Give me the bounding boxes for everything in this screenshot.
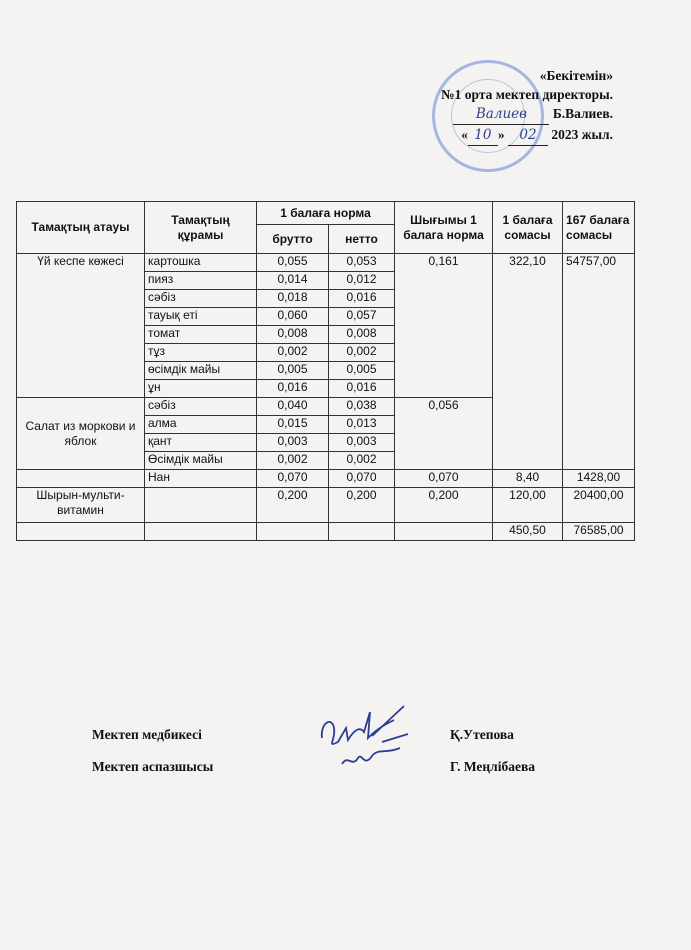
netto-value: 0,038 bbox=[329, 398, 395, 416]
bread-cost-167: 1428,00 bbox=[563, 470, 635, 488]
ingredient-name: тұз bbox=[145, 344, 257, 362]
netto-value: 0,008 bbox=[329, 326, 395, 344]
approval-date: « 10 » 02 2023 жыл. bbox=[441, 125, 613, 146]
netto-value: 0,013 bbox=[329, 416, 395, 434]
header-composition: Тамақтың құрамы bbox=[145, 202, 257, 254]
netto-value: 0,016 bbox=[329, 380, 395, 398]
header-dish-name: Тамақтың атауы bbox=[17, 202, 145, 254]
juice-cost-167: 20400,00 bbox=[563, 488, 635, 523]
bread-cost-one: 8,40 bbox=[493, 470, 563, 488]
ingredient-name: сәбіз bbox=[145, 290, 257, 308]
brutto-value: 0,002 bbox=[257, 344, 329, 362]
director-signature: Валиев bbox=[475, 106, 527, 122]
approval-block bbox=[441, 66, 613, 146]
brutto-value: 0,055 bbox=[257, 254, 329, 272]
brutto-value: 0,014 bbox=[257, 272, 329, 290]
header-output: Шығымы 1 балага норма bbox=[395, 202, 493, 254]
ingredient-name: пияз bbox=[145, 272, 257, 290]
netto-value: 0,002 bbox=[329, 452, 395, 470]
header-row bbox=[17, 202, 635, 225]
ingredient-name: томат bbox=[145, 326, 257, 344]
salad-output: 0,056 bbox=[395, 398, 493, 470]
netto-value: 0,070 bbox=[329, 470, 395, 488]
approval-month: 02 bbox=[519, 127, 537, 143]
director-position: №1 орта мектеп директоры. bbox=[441, 87, 613, 102]
ingredient-name: Өсімдік майы bbox=[145, 452, 257, 470]
brutto-value: 0,015 bbox=[257, 416, 329, 434]
total-cost-167: 76585,00 bbox=[563, 523, 635, 541]
ingredient-name: картошка bbox=[145, 254, 257, 272]
nurse-label: Мектеп медбикесі bbox=[92, 727, 202, 742]
meal-cost-167: 54757,00 bbox=[563, 254, 635, 470]
header-netto: нетто bbox=[329, 225, 395, 254]
dish-salad-name: Салат из моркови и яблок bbox=[17, 398, 145, 470]
brutto-value: 0,018 bbox=[257, 290, 329, 308]
brutto-value: 0,200 bbox=[257, 488, 329, 523]
netto-value: 0,057 bbox=[329, 308, 395, 326]
brutto-value: 0,060 bbox=[257, 308, 329, 326]
table-row bbox=[17, 470, 635, 488]
approval-day: 10 bbox=[474, 127, 492, 143]
ingredient-name: ұн bbox=[145, 380, 257, 398]
juice-name: Шырын-мульти-витамин bbox=[17, 488, 145, 523]
nurse-name: Қ.Утепова bbox=[450, 727, 514, 742]
brutto-value: 0,070 bbox=[257, 470, 329, 488]
header-norm: 1 балаға норма bbox=[257, 202, 395, 225]
cook-name: Г. Меңлібаева bbox=[450, 759, 536, 774]
ingredient-name: алма bbox=[145, 416, 257, 434]
header-brutto: брутто bbox=[257, 225, 329, 254]
brutto-value: 0,016 bbox=[257, 380, 329, 398]
bread-name: Нан bbox=[145, 470, 257, 488]
director-line bbox=[441, 104, 613, 125]
netto-value: 0,002 bbox=[329, 344, 395, 362]
brutto-value: 0,040 bbox=[257, 398, 329, 416]
brutto-value: 0,008 bbox=[257, 326, 329, 344]
table-row bbox=[17, 254, 635, 272]
ingredient-name: тауық еті bbox=[145, 308, 257, 326]
soup-output: 0,161 bbox=[395, 254, 493, 398]
approval-title: «Бекітемін» bbox=[539, 68, 613, 83]
brutto-value: 0,002 bbox=[257, 452, 329, 470]
ingredient-name: қант bbox=[145, 434, 257, 452]
approval-year: 2023 жыл. bbox=[551, 127, 613, 142]
total-row bbox=[17, 523, 635, 541]
cook-label: Мектеп аспазшысы bbox=[92, 759, 214, 774]
brutto-value: 0,003 bbox=[257, 434, 329, 452]
netto-value: 0,003 bbox=[329, 434, 395, 452]
netto-value: 0,012 bbox=[329, 272, 395, 290]
header-cost-one: 1 балаға сомасы bbox=[493, 202, 563, 254]
juice-output: 0,200 bbox=[395, 488, 493, 523]
header-cost-167: 167 балаға сомасы bbox=[563, 202, 635, 254]
footer-signatures bbox=[312, 698, 422, 778]
menu-table bbox=[16, 201, 635, 541]
ingredient-name: сәбіз bbox=[145, 398, 257, 416]
meal-cost-one: 322,10 bbox=[493, 254, 563, 470]
total-cost-one: 450,50 bbox=[493, 523, 563, 541]
director-name: Б.Валиев. bbox=[552, 106, 613, 121]
table-row bbox=[17, 488, 635, 523]
netto-value: 0,053 bbox=[329, 254, 395, 272]
director-signature-field bbox=[453, 104, 549, 125]
netto-value: 0,005 bbox=[329, 362, 395, 380]
brutto-value: 0,005 bbox=[257, 362, 329, 380]
netto-value: 0,016 bbox=[329, 290, 395, 308]
ingredient-name: өсімдік майы bbox=[145, 362, 257, 380]
juice-cost-one: 120,00 bbox=[493, 488, 563, 523]
bread-output: 0,070 bbox=[395, 470, 493, 488]
dish-soup-name: Үй кеспе көжесі bbox=[17, 254, 145, 398]
netto-value: 0,200 bbox=[329, 488, 395, 523]
